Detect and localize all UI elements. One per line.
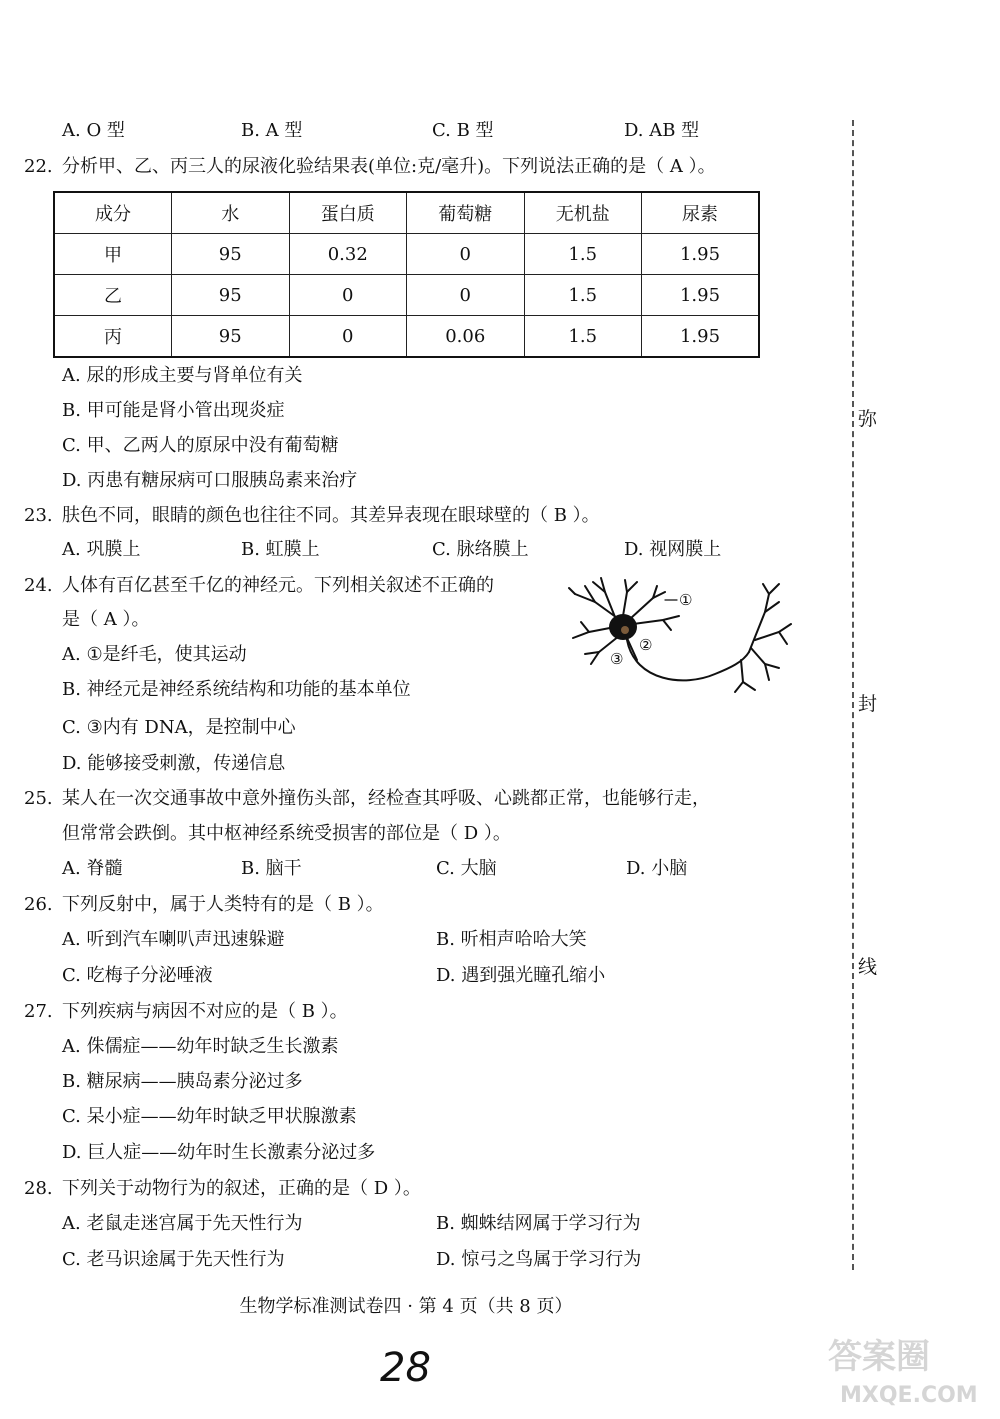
q27-option-b: B. 糖尿病——胰岛素分泌过多 [62,1071,303,1092]
q24-stem-line1: 人体有百亿甚至千亿的神经元。下列相关叙述不正确的 [62,575,494,596]
q22-stem: 分析甲、乙、丙三人的尿液化验结果表(单位:克/毫升)。下列说法正确的是（ A ）。 [62,156,716,177]
q23-option-a: A. 巩膜上 [62,539,141,560]
q25-stem-line2: 但常常会跌倒。其中枢神经系统受损害的部位是（ D ）。 [62,823,511,844]
q25-number: 25. [24,788,53,809]
q25-option-c: C. 大脑 [436,858,497,879]
table-cell: 1.5 [524,275,642,316]
watermark-logo [820,1330,990,1410]
figure-label-3: ③ [610,650,624,668]
q24-option-d: D. 能够接受刺激，传递信息 [62,753,286,774]
q26-stem: 下列反射中，属于人类特有的是（ B ）。 [62,894,384,915]
q23-number: 23. [24,505,53,526]
q25-option-d: D. 小脑 [626,858,688,879]
table-cell: 95 [172,275,290,316]
q24-option-b: B. 神经元是神经系统结构和功能的基本单位 [62,679,411,700]
q25-stem-line1: 某人在一次交通事故中意外撞伤头部，经检查其呼吸、心跳都正常，也能够行走， [62,788,710,809]
table-row [54,316,759,358]
page-footer: 生物学标准测试卷四 · 第 4 页（共 8 页） [239,1296,573,1317]
q24-option-c: C. ③内有 DNA，是控制中心 [62,717,296,738]
table-row [54,275,759,316]
q22-option-c: C. 甲、乙两人的原尿中没有葡萄糖 [62,435,339,456]
q28-stem: 下列关于动物行为的叙述，正确的是（ D ）。 [62,1178,421,1199]
table-cell: 1.95 [642,234,760,275]
table-header-cell: 葡萄糖 [407,192,525,234]
q28-option-b: B. 蜘蛛结网属于学习行为 [436,1213,641,1234]
q27-number: 27. [24,1001,53,1022]
figure-label-1: ① [679,591,693,609]
q22-option-b: B. 甲可能是肾小管出现炎症 [62,400,285,421]
q21-option-b: B. A 型 [241,120,303,141]
q24-number: 24. [24,575,53,596]
q26-number: 26. [24,894,53,915]
q26-option-c: C. 吃梅子分泌唾液 [62,965,213,986]
table-header-cell: 成分 [54,192,172,234]
table-cell: 95 [172,234,290,275]
table-cell: 0 [289,275,407,316]
q27-option-a: A. 侏儒症——幼年时缺乏生长激素 [62,1036,339,1057]
table-cell: 0 [289,316,407,358]
q22-number: 22. [24,156,53,177]
table-cell: 1.95 [642,275,760,316]
q28-option-c: C. 老马识途属于先天性行为 [62,1249,285,1270]
q24-option-a: A. ①是纤毛，使其运动 [62,644,247,665]
q26-option-a: A. 听到汽车喇叭声迅速躲避 [62,929,285,950]
table-cell: 0 [407,234,525,275]
table-row [54,234,759,275]
q27-option-d: D. 巨人症——幼年时生长激素分泌过多 [62,1142,376,1163]
handwritten-page-number: 28 [380,1345,431,1391]
q27-stem: 下列疾病与病因不对应的是（ B ）。 [62,1001,348,1022]
table-header-cell: 蛋白质 [289,192,407,234]
q22-option-d: D. 丙患有糖尿病可口服胰岛素来治疗 [62,470,358,491]
binding-dashed-line [852,120,854,1270]
table-header-cell: 尿素 [642,192,760,234]
neuron-figure [565,572,795,697]
table-cell: 丙 [54,316,172,358]
q25-option-a: A. 脊髓 [62,858,123,879]
q23-stem: 肤色不同，眼睛的颜色也往往不同。其差异表现在眼球壁的（ B ）。 [62,505,600,526]
table-cell: 1.5 [524,234,642,275]
watermark-line1: 答案圈 [828,1337,930,1377]
table-header-cell: 水 [172,192,290,234]
q26-option-d: D. 遇到强光瞳孔缩小 [436,965,606,986]
q27-option-c: C. 呆小症——幼年时缺乏甲状腺激素 [62,1106,357,1127]
q21-option-c: C. B 型 [432,120,494,141]
q21-option-d: D. AB 型 [624,120,700,141]
table-cell: 甲 [54,234,172,275]
q23-option-b: B. 虹膜上 [241,539,320,560]
binding-char-xian: 线 [858,956,878,978]
watermark-line2: MXQE.COM [840,1383,978,1408]
q24-stem-line2: 是（ A ）。 [62,609,150,630]
urine-results-table [53,191,760,358]
binding-char-mi: 弥 [858,408,878,430]
q22-option-a: A. 尿的形成主要与肾单位有关 [62,365,303,386]
q28-option-d: D. 惊弓之鸟属于学习行为 [436,1249,642,1270]
table-cell: 乙 [54,275,172,316]
q21-option-a: A. O 型 [62,120,125,141]
q28-number: 28. [24,1178,53,1199]
nucleus [621,626,629,634]
table-header-row [54,192,759,234]
binding-char-feng: 封 [858,693,878,715]
q26-option-b: B. 听相声哈哈大笑 [436,929,587,950]
q28-option-a: A. 老鼠走迷宫属于先天性行为 [62,1213,303,1234]
table-cell: 0.32 [289,234,407,275]
figure-label-2: ② [639,636,653,654]
table-cell: 1.5 [524,316,642,358]
table-cell: 0 [407,275,525,316]
q23-option-d: D. 视网膜上 [624,539,722,560]
q25-option-b: B. 脑干 [241,858,302,879]
table-cell: 0.06 [407,316,525,358]
table-cell: 1.95 [642,316,760,358]
table-header-cell: 无机盐 [524,192,642,234]
q23-option-c: C. 脉络膜上 [432,539,529,560]
table-cell: 95 [172,316,290,358]
